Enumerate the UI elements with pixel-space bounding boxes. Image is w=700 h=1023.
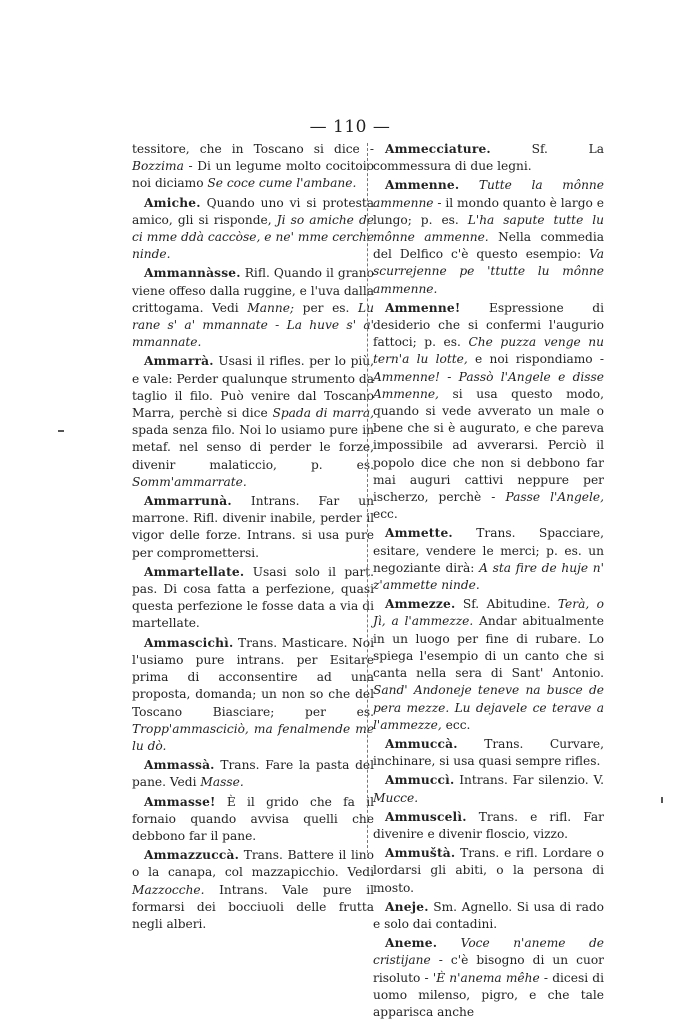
entry-headword: Ammuccì.	[385, 773, 455, 788]
continued-text	[132, 141, 374, 193]
entry-headword: Aneme.	[385, 936, 438, 951]
entry-headword: Ammascichì.	[144, 635, 234, 650]
entry-example: Ji so amiche de ci mme ddà caccòse, e ne' mme cerche ninde.	[132, 212, 375, 262]
entry-text: Trans. Battere il lino o la canapa, col mazzapicchio. Vedi	[132, 848, 374, 880]
entry-text: - dicesi di uomo milenso, pigro, e che tale apparisca anche	[373, 970, 605, 1019]
entry-text: È il grido che fa il fornaio quando avvisa quelli che debbono far il pane.	[132, 794, 374, 843]
entry-example: Lu rane s' a' mmannate - La huve s' a' mmannate.	[132, 300, 374, 350]
entry-text: - il mondo quanto è largo e lungo; p. es.	[373, 195, 604, 227]
dictionary-entry	[132, 195, 374, 264]
dictionary-entry	[373, 809, 604, 843]
entry-headword: Ammarrà.	[144, 354, 214, 369]
entry-example: A sta fire de huje n' z'ammette ninde.	[373, 560, 604, 593]
entry-text: per es.	[294, 300, 359, 315]
entry-text: - c'è bisogno di un cuor risoluto - '	[373, 953, 604, 985]
entry-example: Voce n'aneme de cristijane	[373, 936, 604, 968]
dictionary-entry	[132, 794, 374, 846]
right-column	[373, 141, 604, 1023]
entry-headword: Ammenne!	[385, 300, 461, 315]
entry-text: si usa questo modo, quando si vede avverato un male o bene che si è augurato, e che pareva impossibile ad avverarsi. Perciò il popolo dice che non si debbono far mai auguri cattivi neppure per ischerzo, perchè -	[373, 386, 604, 505]
dictionary-entry	[373, 596, 604, 734]
entry-text: Sf. Abitudine.	[455, 597, 558, 612]
dictionary-entry	[132, 564, 374, 633]
dictionary-entry	[373, 772, 604, 806]
entry-text: Sm. Agnello. Si usa di rado e solo dai contadini.	[373, 899, 604, 931]
entry-example: Sand' Andoneje teneve na busce de pera mezze. Lu dejavele ce terave a l'ammezze,	[373, 683, 604, 732]
entry-text: Trans. Masticare. Noi l'usiamo pure intrans. per Esitare prima di acconsentire ad una proposta, domanda; un non so che del Toscano Biasciare; per es.	[132, 635, 374, 719]
dictionary-entry	[132, 265, 374, 351]
dictionary-entry	[132, 757, 374, 791]
entry-headword: Ammecciature.	[385, 142, 491, 156]
entry-text	[437, 936, 460, 950]
entry-example: Che puzza venge nu tern'a lu lotte,	[373, 335, 604, 367]
entry-text	[459, 178, 479, 192]
entry-text: Usasi solo il part. pas. Di cosa fatta a perfezione, quasi questa perfezione le fosse data a via di martellate.	[132, 564, 374, 631]
entry-example: Va scurrejenne pe 'ttutte lu mônne ammenne.	[373, 247, 604, 296]
entry-headword: Amiche.	[144, 195, 201, 210]
dictionary-entry	[373, 736, 604, 770]
entry-text: Intrans. Vale pure il formarsi dei bocciuoli delle frutta negli alberi.	[132, 882, 374, 931]
entry-example: Passò l'Angele e disse Ammenne,	[373, 369, 605, 401]
dictionary-entry	[373, 525, 604, 594]
entry-text: Trans. Curvare, inchinare, si usa quasi sempre rifles.	[373, 736, 604, 769]
entry-headword: Ammuccà.	[385, 736, 458, 751]
entry-example: Tropp'ammasciciò, ma fenalmende me lu dò.	[132, 721, 374, 753]
entry-text: Nella commedia del Delfico c'è questo esempio:	[373, 230, 604, 262]
entry-text: Trans. e rifl. Far divenire e divenir floscio, vizzo.	[373, 809, 604, 841]
dictionary-entry	[373, 899, 604, 933]
entry-example: Ammenne!	[373, 369, 440, 384]
dictionary-entry	[373, 935, 604, 1021]
column-divider	[367, 143, 370, 858]
entry-text: Andar abitualmente in un luogo per fine di rubare. Lo spiega l'esempio di un canto che si canta nella sera di Sant' Antonio.	[373, 614, 604, 681]
entry-text: - Di un legume molto cocitoio noi diciamo	[132, 159, 374, 191]
entry-text: Espressione di desiderio che si confermi l'augurio fattoci; p. es.	[373, 300, 604, 350]
entry-example: Tutte la mônne ammenne	[373, 178, 604, 210]
entry-text: spada senza filo. Noi lo usiamo pure in metaf. nel senso di perder le forze, divenir malaticcio, p. es.	[132, 423, 374, 472]
entry-headword: Ammette.	[385, 526, 453, 541]
entry-example: Se coce cume l'ambane.	[207, 176, 357, 191]
entry-example: L'ha sapute tutte lu mônne ammenne.	[373, 212, 605, 245]
entry-example: Mucce.	[373, 790, 419, 805]
entry-text: Usasi il rifles. per lo più, e vale: Perder qualunque strumento da taglio il filo. Può venire dal Toscano Marra, perchè si dice	[132, 354, 374, 421]
entry-headword: Ammarrunà.	[144, 494, 232, 509]
entry-text: Trans. e rifl. Lordare o lordarsi gli abiti, o la persona di mosto.	[373, 846, 604, 895]
entry-text: Trans. Fare la pasta del pane. Vedi	[132, 758, 374, 790]
entry-text: Sf. La commessura di due legni.	[373, 142, 604, 174]
entry-example: È n'anema mêhe	[436, 970, 540, 985]
left-column	[132, 141, 374, 935]
entry-text: Trans. Spacciare, esitare, vendere le merci; p. es. un negoziante dirà:	[373, 526, 604, 575]
entry-text: tessitore, che in Toscano si dice -	[132, 142, 374, 156]
entry-example: Masse.	[200, 775, 244, 790]
entry-text: -	[439, 369, 459, 384]
entry-headword: Ammuscelì.	[385, 809, 467, 824]
entry-example: Terà, o Jì, a l'ammezze.	[373, 597, 604, 629]
entry-text: Quando uno vi si protesta amico, gli si risponde,	[132, 195, 374, 227]
entry-headword: Ammannàsse.	[144, 266, 241, 281]
entry-text: ecc.	[373, 507, 398, 522]
margin-mark	[58, 430, 64, 432]
dictionary-entry	[373, 141, 604, 175]
entry-headword: Ammassà.	[144, 758, 215, 773]
entry-example: Mazzocche.	[132, 882, 205, 897]
entry-headword: Ammuštà.	[385, 846, 456, 861]
entry-example: Spada di marra,	[272, 406, 374, 421]
entry-headword: Ammazzuccà.	[144, 848, 240, 863]
entry-text: e noi rispondiamo -	[467, 352, 604, 367]
entry-example: Passe l'Angele,	[505, 490, 605, 505]
dictionary-entry	[132, 353, 374, 491]
dictionary-entry	[132, 847, 374, 933]
entry-headword: Ammasse!	[144, 794, 216, 809]
entry-text: Rifl. Quando il grano viene offeso dalla ruggine, e l'uva dalla crittogama. Vedi	[132, 266, 374, 315]
entry-text: Intrans. Far silenzio. V.	[454, 773, 604, 788]
entry-example: Somm'ammarrate.	[132, 474, 247, 489]
dictionary-entry	[373, 177, 604, 297]
page-number: — 110 —	[309, 117, 391, 137]
dictionary-entry	[373, 300, 604, 524]
entry-example: Manne;	[247, 300, 295, 315]
dictionary-entry	[132, 493, 374, 562]
entry-text: ecc.	[441, 717, 471, 732]
margin-mark	[661, 797, 663, 803]
entry-text: Intrans. Far un marrone. Rifl. divenir inabile, perder il vigor delle forze. Intrans. si usa pure per compromettersi.	[132, 494, 374, 560]
dictionary-entry	[132, 635, 374, 755]
entry-headword: Ammenne.	[385, 178, 460, 193]
entry-headword: Aneje.	[385, 899, 429, 914]
entry-example: Bozzima	[132, 159, 184, 174]
entry-headword: Ammartellate.	[144, 564, 245, 579]
entry-headword: Ammezze.	[385, 597, 456, 612]
dictionary-entry	[373, 845, 604, 897]
